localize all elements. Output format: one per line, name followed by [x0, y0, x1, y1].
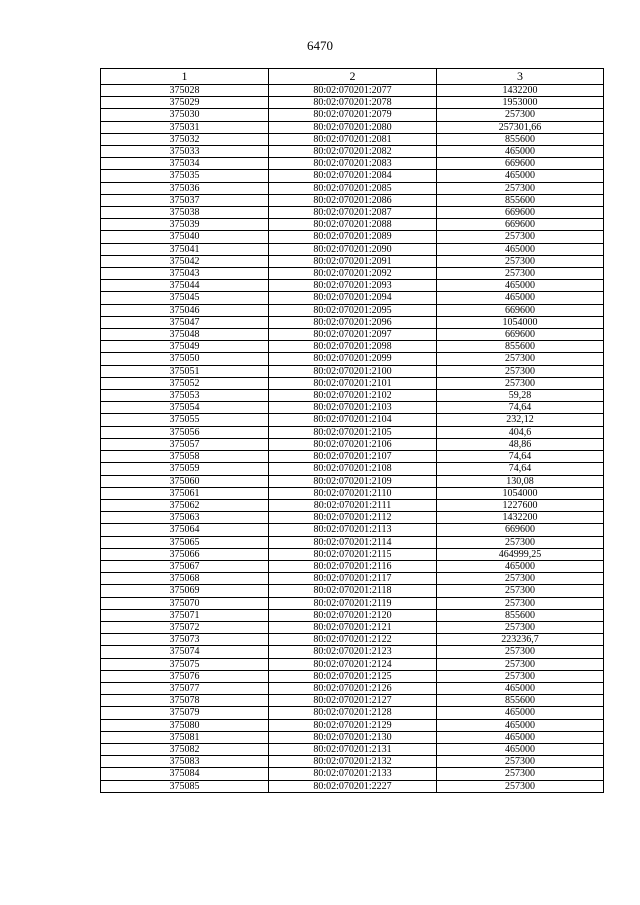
cadastral-number-cell: 80:02:070201:2082 — [269, 146, 437, 158]
record-number-cell: 375054 — [101, 402, 269, 414]
record-number-cell: 375060 — [101, 475, 269, 487]
cadastral-number-cell: 80:02:070201:2130 — [269, 731, 437, 743]
table-row — [101, 341, 604, 353]
table-row — [101, 609, 604, 621]
value-cell: 257300 — [437, 377, 604, 389]
table-row — [101, 475, 604, 487]
cadastral-number-cell: 80:02:070201:2120 — [269, 609, 437, 621]
cadastral-number-cell: 80:02:070201:2128 — [269, 707, 437, 719]
value-cell: 465000 — [437, 719, 604, 731]
table-row — [101, 390, 604, 402]
record-number-cell: 375041 — [101, 243, 269, 255]
table-row — [101, 109, 604, 121]
page-number: 6470 — [307, 38, 333, 53]
value-cell: 257300 — [437, 658, 604, 670]
record-number-cell: 375085 — [101, 780, 269, 792]
table-row — [101, 121, 604, 133]
table-row — [101, 158, 604, 170]
table-row — [101, 621, 604, 633]
record-number-cell: 375072 — [101, 621, 269, 633]
table-row — [101, 207, 604, 219]
record-number-cell: 375030 — [101, 109, 269, 121]
table-row — [101, 451, 604, 463]
table-row — [101, 280, 604, 292]
cadastral-number-cell: 80:02:070201:2133 — [269, 768, 437, 780]
value-cell: 669600 — [437, 207, 604, 219]
record-number-cell: 375082 — [101, 743, 269, 755]
cadastral-number-cell: 80:02:070201:2103 — [269, 402, 437, 414]
record-number-cell: 375074 — [101, 646, 269, 658]
value-cell: 669600 — [437, 158, 604, 170]
record-number-cell: 375070 — [101, 597, 269, 609]
record-number-cell: 375047 — [101, 316, 269, 328]
value-cell: 257300 — [437, 621, 604, 633]
cadastral-number-cell: 80:02:070201:2106 — [269, 438, 437, 450]
cadastral-number-cell: 80:02:070201:2111 — [269, 499, 437, 511]
cadastral-number-cell: 80:02:070201:2080 — [269, 121, 437, 133]
cadastral-number-cell: 80:02:070201:2127 — [269, 695, 437, 707]
record-number-cell: 375059 — [101, 463, 269, 475]
table-row — [101, 170, 604, 182]
column-header-2: 2 — [269, 69, 437, 85]
value-cell: 257300 — [437, 756, 604, 768]
value-cell: 669600 — [437, 219, 604, 231]
cadastral-number-cell: 80:02:070201:2098 — [269, 341, 437, 353]
value-cell: 257300 — [437, 646, 604, 658]
value-cell: 465000 — [437, 280, 604, 292]
record-number-cell: 375063 — [101, 512, 269, 524]
record-number-cell: 375036 — [101, 182, 269, 194]
value-cell: 223236,7 — [437, 634, 604, 646]
cadastral-number-cell: 80:02:070201:2107 — [269, 451, 437, 463]
cadastral-number-cell: 80:02:070201:2116 — [269, 560, 437, 572]
table-row — [101, 560, 604, 572]
record-number-cell: 375066 — [101, 548, 269, 560]
cadastral-number-cell: 80:02:070201:2100 — [269, 365, 437, 377]
table-row — [101, 597, 604, 609]
record-number-cell: 375053 — [101, 390, 269, 402]
record-number-cell: 375068 — [101, 573, 269, 585]
record-number-cell: 375046 — [101, 304, 269, 316]
value-cell: 1953000 — [437, 97, 604, 109]
table-row — [101, 365, 604, 377]
table-row — [101, 463, 604, 475]
cadastral-number-cell: 80:02:070201:2132 — [269, 756, 437, 768]
record-number-cell: 375075 — [101, 658, 269, 670]
value-cell: 855600 — [437, 609, 604, 621]
record-number-cell: 375073 — [101, 634, 269, 646]
value-cell: 257300 — [437, 768, 604, 780]
record-number-cell: 375032 — [101, 133, 269, 145]
record-number-cell: 375057 — [101, 438, 269, 450]
cadastral-number-cell: 80:02:070201:2122 — [269, 634, 437, 646]
value-cell: 130,08 — [437, 475, 604, 487]
table-row — [101, 219, 604, 231]
cadastral-number-cell: 80:02:070201:2087 — [269, 207, 437, 219]
table-row — [101, 719, 604, 731]
record-number-cell: 375061 — [101, 487, 269, 499]
cadastral-number-cell: 80:02:070201:2119 — [269, 597, 437, 609]
cadastral-number-cell: 80:02:070201:2104 — [269, 414, 437, 426]
table-row — [101, 438, 604, 450]
value-cell: 257300 — [437, 353, 604, 365]
value-cell: 855600 — [437, 194, 604, 206]
table-row — [101, 377, 604, 389]
value-cell: 465000 — [437, 146, 604, 158]
value-cell: 1432200 — [437, 512, 604, 524]
table-row — [101, 329, 604, 341]
record-number-cell: 375062 — [101, 499, 269, 511]
value-cell: 257300 — [437, 573, 604, 585]
record-number-cell: 375038 — [101, 207, 269, 219]
value-cell: 465000 — [437, 743, 604, 755]
table-row — [101, 487, 604, 499]
table-row — [101, 512, 604, 524]
cadastral-number-cell: 80:02:070201:2086 — [269, 194, 437, 206]
table-row — [101, 499, 604, 511]
table-row — [101, 634, 604, 646]
header-row — [101, 69, 604, 85]
cadastral-number-cell: 80:02:070201:2110 — [269, 487, 437, 499]
value-cell: 464999,25 — [437, 548, 604, 560]
value-cell: 257300 — [437, 536, 604, 548]
record-number-cell: 375081 — [101, 731, 269, 743]
cadastral-number-cell: 80:02:070201:2105 — [269, 426, 437, 438]
cadastral-number-cell: 80:02:070201:2094 — [269, 292, 437, 304]
cadastral-number-cell: 80:02:070201:2095 — [269, 304, 437, 316]
table-row — [101, 731, 604, 743]
record-number-cell: 375080 — [101, 719, 269, 731]
cadastral-number-cell: 80:02:070201:2124 — [269, 658, 437, 670]
table-row — [101, 194, 604, 206]
table-row — [101, 743, 604, 755]
record-number-cell: 375037 — [101, 194, 269, 206]
cadastral-number-cell: 80:02:070201:2093 — [269, 280, 437, 292]
cadastral-number-cell: 80:02:070201:2078 — [269, 97, 437, 109]
record-number-cell: 375076 — [101, 670, 269, 682]
table-row — [101, 646, 604, 658]
record-number-cell: 375048 — [101, 329, 269, 341]
data-table — [100, 68, 604, 793]
table-row — [101, 707, 604, 719]
table-row — [101, 548, 604, 560]
cadastral-number-cell: 80:02:070201:2089 — [269, 231, 437, 243]
value-cell: 855600 — [437, 341, 604, 353]
table-row — [101, 133, 604, 145]
column-header-1: 1 — [101, 69, 269, 85]
cadastral-number-cell: 80:02:070201:2227 — [269, 780, 437, 792]
value-cell: 669600 — [437, 329, 604, 341]
table-row — [101, 768, 604, 780]
cadastral-number-cell: 80:02:070201:2084 — [269, 170, 437, 182]
cadastral-number-cell: 80:02:070201:2109 — [269, 475, 437, 487]
value-cell: 855600 — [437, 695, 604, 707]
value-cell: 465000 — [437, 707, 604, 719]
record-number-cell: 375079 — [101, 707, 269, 719]
column-header-3: 3 — [437, 69, 604, 85]
record-number-cell: 375033 — [101, 146, 269, 158]
cadastral-number-cell: 80:02:070201:2113 — [269, 524, 437, 536]
cadastral-number-cell: 80:02:070201:2085 — [269, 182, 437, 194]
record-number-cell: 375055 — [101, 414, 269, 426]
table-row — [101, 658, 604, 670]
table-row — [101, 85, 604, 97]
value-cell: 465000 — [437, 170, 604, 182]
table-row — [101, 780, 604, 792]
value-cell: 74,64 — [437, 451, 604, 463]
table-row — [101, 255, 604, 267]
table-row — [101, 756, 604, 768]
record-number-cell: 375028 — [101, 85, 269, 97]
cadastral-number-cell: 80:02:070201:2115 — [269, 548, 437, 560]
cadastral-number-cell: 80:02:070201:2102 — [269, 390, 437, 402]
value-cell: 1432200 — [437, 85, 604, 97]
record-number-cell: 375077 — [101, 682, 269, 694]
value-cell: 465000 — [437, 243, 604, 255]
value-cell: 257300 — [437, 597, 604, 609]
record-number-cell: 375034 — [101, 158, 269, 170]
record-number-cell: 375051 — [101, 365, 269, 377]
table-row — [101, 353, 604, 365]
record-number-cell: 375045 — [101, 292, 269, 304]
value-cell: 257300 — [437, 365, 604, 377]
cadastral-number-cell: 80:02:070201:2083 — [269, 158, 437, 170]
value-cell: 669600 — [437, 524, 604, 536]
record-number-cell: 375039 — [101, 219, 269, 231]
cadastral-number-cell: 80:02:070201:2117 — [269, 573, 437, 585]
record-number-cell: 375067 — [101, 560, 269, 572]
cadastral-number-cell: 80:02:070201:2114 — [269, 536, 437, 548]
cadastral-number-cell: 80:02:070201:2099 — [269, 353, 437, 365]
record-number-cell: 375064 — [101, 524, 269, 536]
table-row — [101, 426, 604, 438]
record-number-cell: 375029 — [101, 97, 269, 109]
value-cell: 257300 — [437, 182, 604, 194]
value-cell: 1227600 — [437, 499, 604, 511]
value-cell: 465000 — [437, 292, 604, 304]
cadastral-number-cell: 80:02:070201:2092 — [269, 268, 437, 280]
cadastral-number-cell: 80:02:070201:2123 — [269, 646, 437, 658]
value-cell: 1054000 — [437, 316, 604, 328]
cadastral-number-cell: 80:02:070201:2129 — [269, 719, 437, 731]
cadastral-number-cell: 80:02:070201:2088 — [269, 219, 437, 231]
value-cell: 257300 — [437, 670, 604, 682]
value-cell: 257301,66 — [437, 121, 604, 133]
record-number-cell: 375078 — [101, 695, 269, 707]
record-number-cell: 375042 — [101, 255, 269, 267]
table-row — [101, 292, 604, 304]
record-number-cell: 375065 — [101, 536, 269, 548]
cadastral-number-cell: 80:02:070201:2079 — [269, 109, 437, 121]
value-cell: 74,64 — [437, 402, 604, 414]
table-row — [101, 573, 604, 585]
record-number-cell: 375052 — [101, 377, 269, 389]
table-row — [101, 231, 604, 243]
value-cell: 257300 — [437, 255, 604, 267]
cadastral-number-cell: 80:02:070201:2121 — [269, 621, 437, 633]
record-number-cell: 375040 — [101, 231, 269, 243]
record-number-cell: 375069 — [101, 585, 269, 597]
table-row — [101, 524, 604, 536]
record-number-cell: 375043 — [101, 268, 269, 280]
cadastral-number-cell: 80:02:070201:2108 — [269, 463, 437, 475]
cadastral-number-cell: 80:02:070201:2126 — [269, 682, 437, 694]
value-cell: 74,64 — [437, 463, 604, 475]
table-row — [101, 695, 604, 707]
table-row — [101, 536, 604, 548]
record-number-cell: 375031 — [101, 121, 269, 133]
table-row — [101, 146, 604, 158]
cadastral-number-cell: 80:02:070201:2097 — [269, 329, 437, 341]
cadastral-number-cell: 80:02:070201:2101 — [269, 377, 437, 389]
table-header — [101, 69, 604, 85]
record-number-cell: 375058 — [101, 451, 269, 463]
table-row — [101, 585, 604, 597]
table-row — [101, 402, 604, 414]
cadastral-number-cell: 80:02:070201:2081 — [269, 133, 437, 145]
value-cell: 257300 — [437, 231, 604, 243]
value-cell: 1054000 — [437, 487, 604, 499]
cadastral-number-cell: 80:02:070201:2131 — [269, 743, 437, 755]
record-number-cell: 375084 — [101, 768, 269, 780]
table-row — [101, 414, 604, 426]
record-number-cell: 375049 — [101, 341, 269, 353]
cadastral-number-cell: 80:02:070201:2090 — [269, 243, 437, 255]
table-row — [101, 670, 604, 682]
value-cell: 465000 — [437, 560, 604, 572]
value-cell: 257300 — [437, 585, 604, 597]
value-cell: 232,12 — [437, 414, 604, 426]
value-cell: 257300 — [437, 268, 604, 280]
value-cell: 257300 — [437, 109, 604, 121]
value-cell: 404,6 — [437, 426, 604, 438]
cadastral-number-cell: 80:02:070201:2096 — [269, 316, 437, 328]
table-row — [101, 243, 604, 255]
value-cell: 257300 — [437, 780, 604, 792]
record-number-cell: 375050 — [101, 353, 269, 365]
table-body — [101, 85, 604, 793]
value-cell: 59,28 — [437, 390, 604, 402]
record-number-cell: 375071 — [101, 609, 269, 621]
record-number-cell: 375056 — [101, 426, 269, 438]
table-row — [101, 97, 604, 109]
table-row — [101, 268, 604, 280]
table-row — [101, 304, 604, 316]
cadastral-number-cell: 80:02:070201:2077 — [269, 85, 437, 97]
cadastral-number-cell: 80:02:070201:2125 — [269, 670, 437, 682]
table-row — [101, 316, 604, 328]
value-cell: 48,86 — [437, 438, 604, 450]
value-cell: 465000 — [437, 682, 604, 694]
cadastral-number-cell: 80:02:070201:2112 — [269, 512, 437, 524]
value-cell: 855600 — [437, 133, 604, 145]
table-row — [101, 682, 604, 694]
value-cell: 465000 — [437, 731, 604, 743]
table-row — [101, 182, 604, 194]
record-number-cell: 375035 — [101, 170, 269, 182]
record-number-cell: 375044 — [101, 280, 269, 292]
cadastral-number-cell: 80:02:070201:2091 — [269, 255, 437, 267]
cadastral-number-cell: 80:02:070201:2118 — [269, 585, 437, 597]
record-number-cell: 375083 — [101, 756, 269, 768]
value-cell: 669600 — [437, 304, 604, 316]
